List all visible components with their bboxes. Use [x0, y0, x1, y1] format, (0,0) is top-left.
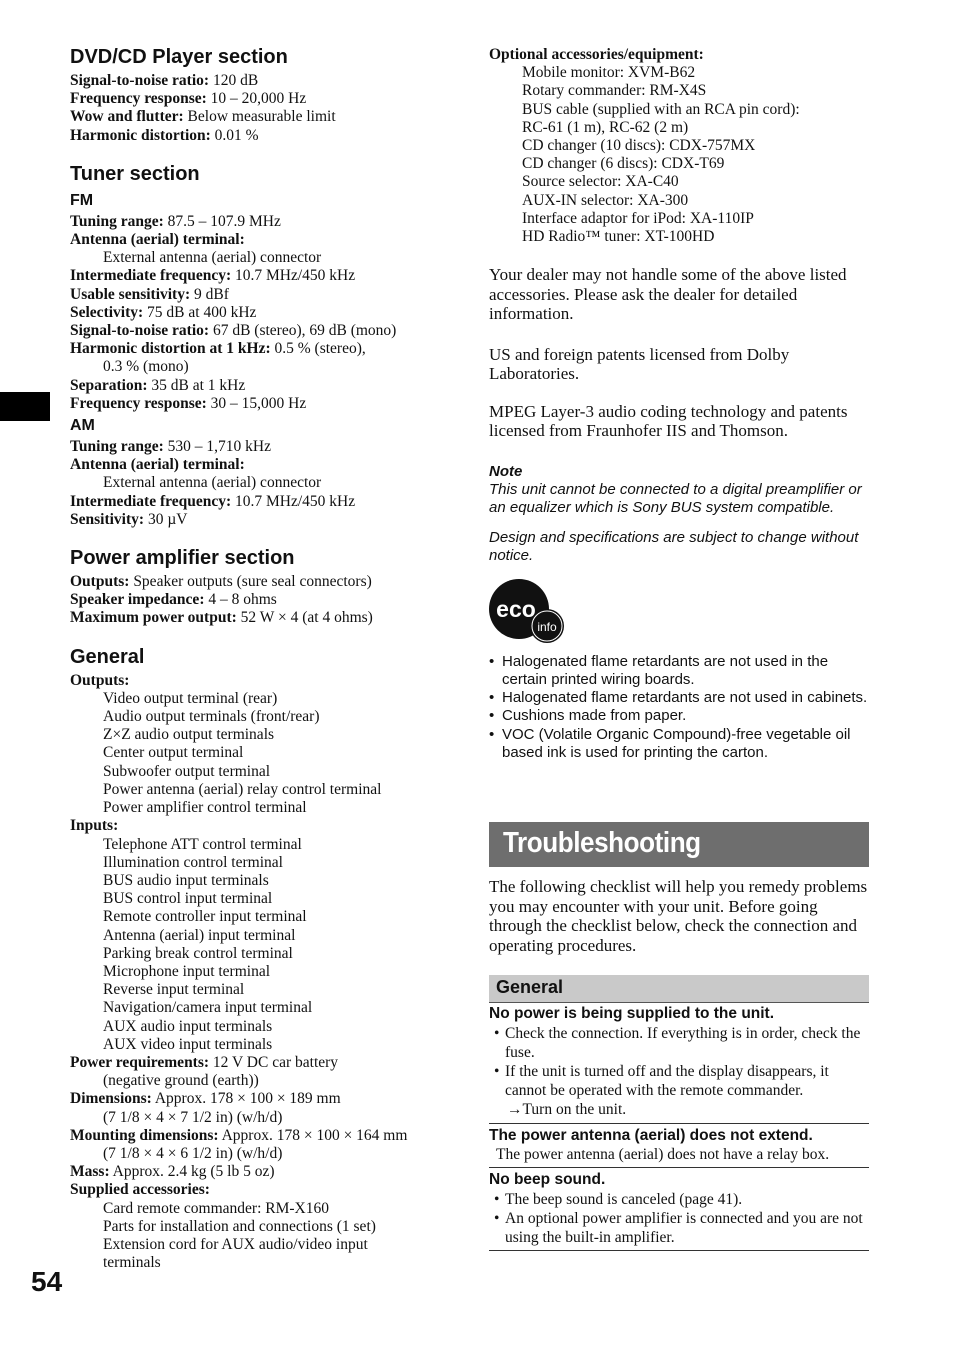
list-item: CD changer (10 discs): CDX-757MX — [522, 137, 756, 155]
list-item: Antenna (aerial) input terminal — [103, 926, 296, 944]
spec-row: Separation: 35 dB at 1 kHz — [70, 376, 246, 394]
dvd-section-heading: DVD/CD Player section — [70, 46, 288, 68]
list-item: AUX-IN selector: XA-300 — [522, 191, 689, 209]
spec-row: Usable sensitivity: 9 dBf — [70, 285, 229, 303]
general-subsection-label: General — [496, 977, 564, 997]
problem-text: The power antenna (aerial) does not extend. — [489, 1126, 813, 1144]
dvd-specs-list — [70, 72, 450, 145]
eco-logo-text: eco — [496, 595, 536, 622]
note-heading: Note — [489, 462, 523, 480]
list-item: Parking break control terminal — [103, 944, 293, 962]
troubleshooting-items — [489, 1005, 869, 1254]
spec-row: Sensitivity: 30 µV — [70, 510, 188, 528]
spec-row: Signal-to-noise ratio: 67 dB (stereo), 69 dB (mono) — [70, 322, 397, 340]
list-item: Telephone ATT control terminal — [103, 835, 302, 853]
spec-row: Tuning range: 530 – 1,710 kHz — [70, 438, 271, 456]
list-item: Video output terminal (rear) — [103, 689, 278, 707]
solution-text: • If the unit is turned off and the display disappears, it cannot be operated with the remote commander. — [489, 1062, 869, 1100]
list-item: AUX video input terminals — [103, 1035, 273, 1053]
spec-row: Power requirements: 12 V DC car battery — [70, 1053, 339, 1071]
problem-text: No power is being supplied to the unit. — [489, 1005, 775, 1022]
spec-row: Antenna (aerial) terminal: — [70, 456, 245, 474]
general-section-heading: General — [70, 645, 145, 668]
list-item: BUS audio input terminals — [103, 871, 269, 889]
inputs-label: Inputs: — [70, 817, 119, 835]
troubleshooting-intro-block — [489, 877, 869, 955]
list-item: Card remote commander: RM-X160 — [103, 1199, 329, 1217]
spec-row: (7 1/8 × 4 × 6 1/2 in) (w/h/d) — [103, 1144, 283, 1162]
list-item: BUS cable (supplied with an RCA pin cord): — [522, 100, 800, 118]
troubleshooting-item — [489, 1171, 869, 1251]
fm-subheading: FM — [70, 191, 94, 209]
spec-row: Outputs: Speaker outputs (sure seal connectors) — [70, 573, 372, 591]
specifications-column — [70, 44, 450, 1272]
solution-text: • The beep sound is canceled (page 41). — [489, 1190, 869, 1209]
list-item: Remote controller input terminal — [103, 908, 307, 926]
list-item: • Halogenated flame retardants are not used in cabinets. — [489, 689, 869, 707]
page-tab-marker — [0, 392, 50, 421]
solution-text: • An optional power amplifier is connected and you are not using the built-in amplifier. — [489, 1209, 869, 1247]
list-item: Reverse input terminal — [103, 981, 245, 999]
spec-row: Frequency response: 30 – 15,000 Hz — [70, 394, 307, 412]
list-item: • VOC (Volatile Organic Compound)-free vegetable oil based ink is used for printing the carton. — [489, 726, 869, 762]
list-item: Rotary commander: RM-X4S — [522, 82, 707, 100]
list-item: Center output terminal — [103, 744, 244, 762]
list-item: Mobile monitor: XVM-B62 — [522, 64, 696, 82]
spec-row: Mounting dimensions: Approx. 178 × 100 × 164 mm — [70, 1126, 408, 1144]
problem-text: No beep sound. — [489, 1171, 606, 1189]
optional-label: Optional accessories/equipment: — [489, 46, 704, 63]
list-item: Parts for installation and connections (1 set) — [103, 1217, 376, 1235]
spec-row: Harmonic distortion: 0.01 % — [70, 126, 259, 144]
spec-row: Dimensions: Approx. 178 × 100 × 189 mm — [70, 1090, 341, 1108]
spec-row: Intermediate frequency: 10.7 MHz/450 kHz — [70, 267, 356, 285]
eco-bullet-list — [489, 653, 869, 762]
page-number: 54 — [31, 1266, 63, 1297]
list-item: Z×Z audio output terminals — [103, 726, 275, 744]
spec-row: Wow and flutter: Below measurable limit — [70, 108, 336, 126]
troubleshooting-item — [489, 1127, 869, 1169]
list-item: Microphone input terminal — [103, 962, 271, 980]
spec-row: Signal-to-noise ratio: 120 dB — [70, 72, 259, 89]
solution-text: The power antenna (aerial) does not have a relay box. — [496, 1146, 830, 1164]
accessories-column — [489, 46, 869, 762]
spec-row: Tuning range: 87.5 – 107.9 MHz — [70, 212, 281, 230]
spec-row: Frequency response: 10 – 20,000 Hz — [70, 90, 307, 108]
spec-row: Maximum power output: 52 W × 4 (at 4 ohms) — [70, 609, 373, 627]
list-item: Source selector: XA-C40 — [522, 173, 679, 191]
solution-action: →Turn on the unit. — [507, 1101, 627, 1119]
list-item: • Halogenated flame retardants are not used in the certain printed wiring boards. — [489, 653, 869, 689]
list-item: • Cushions made from paper. — [489, 707, 869, 725]
spec-row: External antenna (aerial) connector — [103, 474, 322, 492]
spec-row: (7 1/8 × 4 × 7 1/2 in) (w/h/d) — [103, 1108, 283, 1126]
list-item: Audio output terminals (front/rear) — [103, 708, 320, 726]
spec-row: Harmonic distortion at 1 kHz: 0.5 % (stereo), — [70, 340, 366, 358]
note-block — [489, 463, 869, 565]
list-item: HD Radio™ tuner: XT-100HD — [522, 228, 715, 246]
eco-info-icon — [489, 579, 565, 645]
arrow-right-icon: → — [507, 1101, 523, 1119]
general-specs-list — [70, 672, 450, 1273]
troubleshooting-title: Troubleshooting — [503, 827, 701, 859]
am-specs-list — [70, 438, 450, 529]
list-item: Power antenna (aerial) relay control terminal — [103, 780, 382, 798]
fm-specs-list — [70, 213, 450, 413]
general-subsection-bar — [489, 975, 869, 1003]
am-subheading: AM — [70, 417, 95, 435]
optional-accessories-list — [489, 46, 869, 246]
spec-row: Selectivity: 75 dB at 400 kHz — [70, 303, 257, 321]
list-item: terminals — [103, 1254, 161, 1272]
spec-row: Intermediate frequency: 10.7 MHz/450 kHz — [70, 492, 356, 510]
spec-row: Speaker impedance: 4 – 8 ohms — [70, 591, 277, 609]
list-item: Extension cord for AUX audio/video input — [103, 1235, 368, 1253]
list-item: AUX audio input terminals — [103, 1017, 273, 1035]
list-item: Subwoofer output terminal — [103, 762, 271, 780]
dealer-note: Your dealer may not handle some of the above listed accessories. Please ask the dealer for detailed information. — [489, 265, 847, 324]
note-text: This unit cannot be connected to a digital preamplifier or an equalizer which is Sony BUS system compatible. — [489, 480, 862, 516]
solution-text: • Check the connection. If everything is in order, check the fuse. — [489, 1024, 869, 1062]
dolby-note: US and foreign patents licensed from Dolby Laboratories. — [489, 344, 790, 384]
list-item: RC-61 (1 m), RC-62 (2 m) — [522, 118, 689, 136]
spec-row: Mass: Approx. 2.4 kg (5 lb 5 oz) — [70, 1163, 275, 1181]
power-section-heading: Power amplifier section — [70, 547, 295, 570]
spec-row: External antenna (aerial) connector — [103, 249, 322, 267]
outputs-label: Outputs: — [70, 671, 130, 689]
spec-row: 0.3 % (mono) — [103, 358, 189, 376]
list-item: Navigation/camera input terminal — [103, 999, 313, 1017]
troubleshooting-item — [489, 1005, 869, 1124]
troubleshooting-intro: The following checklist will help you remedy problems you may encounter with your unit. Before going through the checklist below, check the connection and operating procedures. — [489, 877, 868, 955]
eco-logo-subtext: info — [537, 619, 557, 634]
tuner-section-heading: Tuner section — [70, 162, 200, 185]
spec-row: Antenna (aerial) terminal: — [70, 231, 245, 249]
supplied-label: Supplied accessories: — [70, 1181, 210, 1199]
troubleshooting-banner — [489, 822, 869, 867]
list-item: CD changer (6 discs): CDX-T69 — [522, 155, 725, 173]
list-item: Interface adaptor for iPod: XA-110IP — [522, 209, 754, 227]
list-item: BUS control input terminal — [103, 890, 273, 908]
spec-row: (negative ground (earth)) — [103, 1072, 259, 1090]
power-specs-list — [70, 573, 450, 628]
mpeg-note: MPEG Layer-3 audio coding technology and patents licensed from Fraunhofer IIS and Thomson. — [489, 401, 848, 441]
list-item: Illumination control terminal — [103, 853, 283, 871]
list-item: Power amplifier control terminal — [103, 799, 307, 817]
note-text: Design and specifications are subject to change without notice. — [489, 528, 859, 564]
